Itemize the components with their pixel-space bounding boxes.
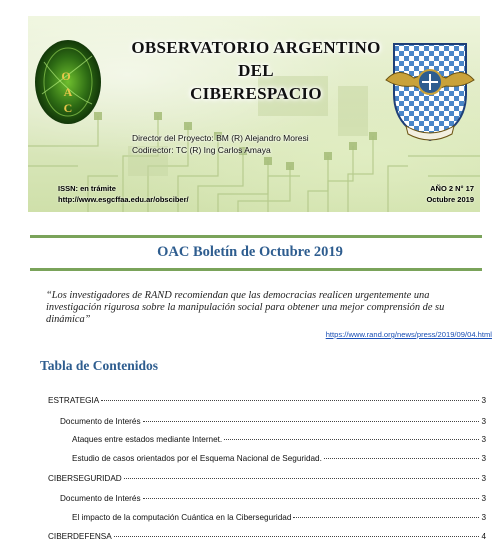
project-directors <box>132 132 309 156</box>
toc-entry-label: Ataques entre estados mediante Internet. <box>72 435 223 444</box>
toc-entry-label: CIBERDEFENSA <box>48 532 112 541</box>
toc-dot-leader <box>114 536 480 537</box>
toc-entry-documento-interes[interactable] <box>60 416 486 427</box>
toc-dot-leader <box>324 458 480 459</box>
issue-block <box>394 183 474 205</box>
director-line: Director del Proyecto: BM (R) Alejandro Moresi <box>132 133 309 143</box>
toc-dot-leader <box>124 478 480 479</box>
toc-dot-leader <box>224 439 479 440</box>
logo-letter-c: C <box>63 101 73 115</box>
divider-top <box>30 235 482 238</box>
toc-entry-label: ESTRATEGIA <box>48 396 100 405</box>
divider-bottom <box>30 268 482 271</box>
toc-entry-documento-interes-2[interactable] <box>60 493 486 504</box>
toc-heading: Tabla de Contenidos <box>40 358 159 373</box>
banner-title-line-2: DEL <box>238 61 274 80</box>
header-banner <box>28 16 480 212</box>
toc-entry-ataques-estados[interactable] <box>72 434 486 445</box>
oac-logo-icon <box>30 34 106 130</box>
toc-entry-page: 3 <box>481 454 486 463</box>
issn-block <box>58 183 189 205</box>
toc-dot-leader <box>101 400 479 401</box>
toc-entry-label: Documento de Interés <box>60 494 141 503</box>
toc-entry-page: 4 <box>481 532 486 541</box>
banner-title-line-1: OBSERVATORIO ARGENTINO <box>131 38 381 57</box>
toc-entry-label: El impacto de la computación Cuántica en la Ciberseguridad <box>72 513 292 522</box>
codirector-line: Codirector: TC (R) Ing Carlos Amaya <box>132 145 271 155</box>
site-url-link[interactable]: http://www.esgcffaa.edu.ar/obsciber/ <box>58 195 189 204</box>
logo-letter-a: A <box>63 85 73 99</box>
toc-entry-estudio-casos[interactable] <box>72 453 486 464</box>
rand-quote: “Los investigadores de RAND recomiendan que las democracias realicen urgentemente una investigación rigurosa sobre la manipulación social para obtener una mejor comprensión de su dinámica” <box>46 290 445 325</box>
issue-date: Octubre 2019 <box>426 195 474 204</box>
logo-letter-o: O <box>61 69 71 83</box>
toc-entry-page: 3 <box>481 417 486 426</box>
toc-entry-page: 3 <box>481 494 486 503</box>
issue-number: AÑO 2 N° 17 <box>430 184 474 193</box>
toc-entry-page: 3 <box>481 396 486 405</box>
toc-dot-leader <box>293 517 479 518</box>
toc-entry-page: 3 <box>481 513 486 522</box>
toc-entry-label: Estudio de casos orientados por el Esquema Nacional de Seguridad. <box>72 454 322 463</box>
toc-entry-estrategia[interactable] <box>48 395 486 406</box>
issn-text: ISSN: en trámite <box>58 184 116 193</box>
rand-press-link[interactable]: https://www.rand.org/news/press/2019/09/04.html <box>325 330 492 339</box>
bulletin-title: OAC Boletín de Octubre 2019 <box>157 244 343 260</box>
toc-entry-computacion-cuantica[interactable] <box>72 512 486 523</box>
toc-dot-leader <box>143 421 480 422</box>
banner-title <box>118 36 394 105</box>
crest-icon <box>384 36 476 146</box>
toc-entry-label: Documento de Interés <box>60 417 141 426</box>
toc-entry-label: CIBERSEGURIDAD <box>48 474 122 483</box>
banner-title-line-3: CIBERESPACIO <box>190 84 322 103</box>
toc-dot-leader <box>143 498 480 499</box>
toc-entry-page: 3 <box>481 474 486 483</box>
oac-logo <box>30 34 106 130</box>
toc-entry-ciberdefensa[interactable] <box>48 531 486 542</box>
school-crest <box>384 36 476 146</box>
toc-entry-ciberseguridad[interactable] <box>48 473 486 484</box>
toc-entry-page: 3 <box>481 435 486 444</box>
